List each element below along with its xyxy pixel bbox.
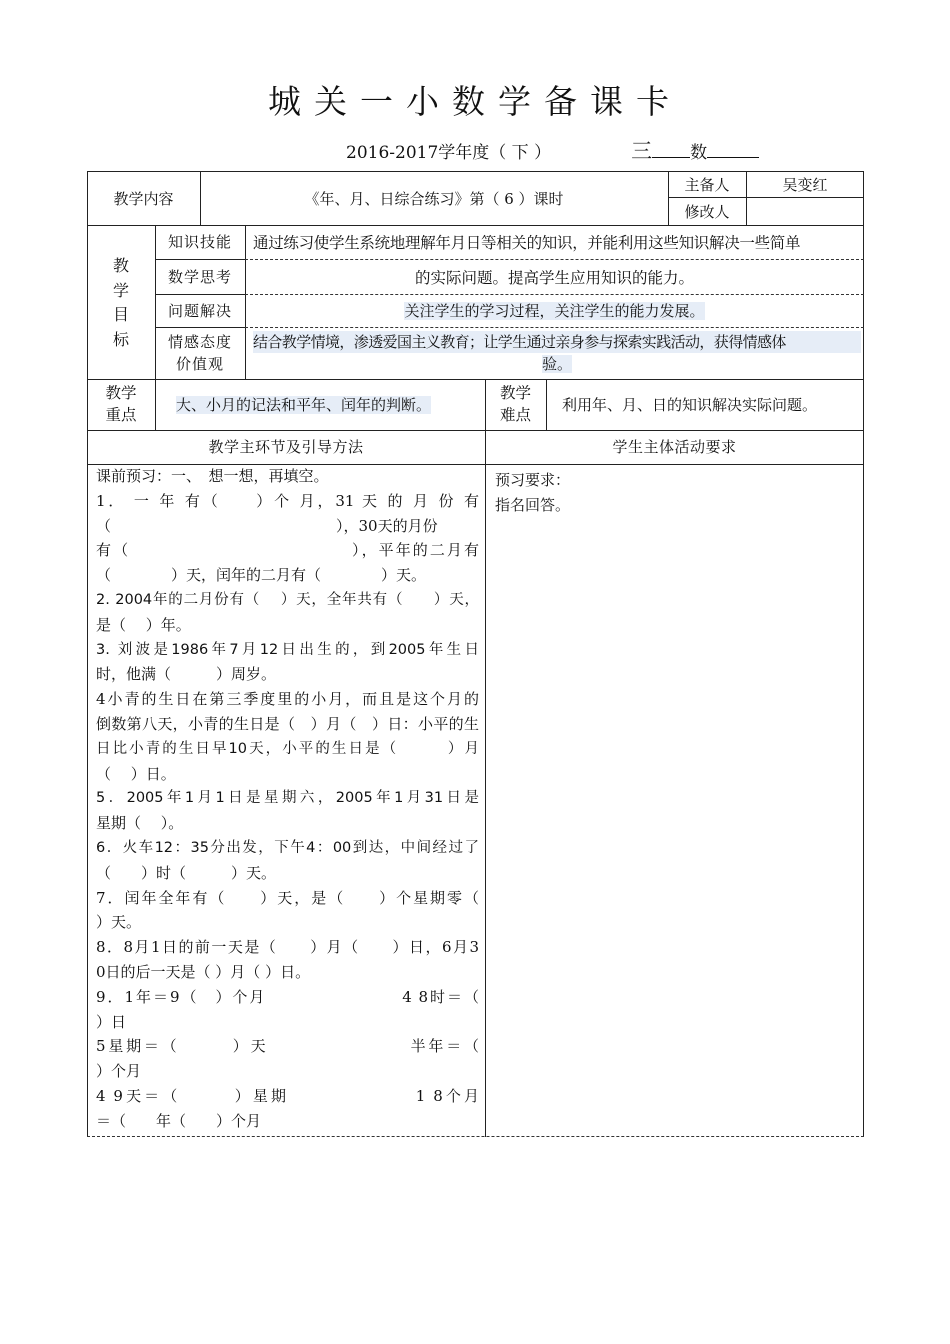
school-year: 2016-2017学年度（ 下 ） xyxy=(346,143,552,163)
requirement-line: 预习要求： xyxy=(495,471,571,489)
goal-thinking-label: 数学思考 xyxy=(167,268,232,286)
exercise-line: 6．火车12：35分出发，下午4：00到达，中间经过了 xyxy=(96,839,479,856)
exercise-line: ＝（ 年（ ）个月 xyxy=(96,1111,262,1130)
goal-problem-label: 问题解决 xyxy=(167,302,232,320)
exercise-line: 5星期＝（ ）天 半年＝（ xyxy=(96,1037,479,1056)
exercise-line: ）个月 xyxy=(96,1062,142,1081)
exercise-line: （ ）日。 xyxy=(96,764,176,783)
exercise-line: 4小青的生日在第三季度里的小月，而且是这个月的 xyxy=(96,690,479,709)
exercise-line: 2. 2004年的二月份有（ ）天，全年共有（ ）天， xyxy=(96,591,479,608)
difficulty-text: 利用年、月、日的知识解决实际问题。 xyxy=(562,396,818,414)
exercise-line: 1． 一 年 有（ ）个 月，31 天 的 月 份 有 xyxy=(96,491,479,510)
right-column-header: 学生主体活动要求 xyxy=(612,438,737,456)
exercise-line: 是（ ）年。 xyxy=(96,615,191,634)
table-bottom-dashed xyxy=(87,1136,864,1137)
grade-blank[interactable] xyxy=(652,141,690,158)
exercise-line: 日比小青的生日早10天，小平的生日是（ ）月 xyxy=(96,740,479,757)
difficulty-label: 教学 难点 xyxy=(499,384,531,424)
goal-emotion-label: 情感态度 价值观 xyxy=(167,333,232,373)
exercise-line: 3. 刘波是1986年7月12日出生的，到2005年生日 xyxy=(96,641,479,658)
lesson-title: 《年、月、日综合练习》第（ 6 ）课时 xyxy=(304,190,564,208)
exercise-line: （ ）天，闰年的二月有（ ）天。 xyxy=(96,566,427,585)
exercise-line: （ ）时（ ）天。 xyxy=(96,863,277,882)
exercise-line: 9．1年＝9（ ）个月 4 8时＝（ xyxy=(96,987,479,1006)
left-column-header: 教学主环节及引导方法 xyxy=(208,438,364,456)
subject-value: 数 xyxy=(690,143,708,163)
exercise-line: 5．2005年1月1日是星期六，2005年1月31日是 xyxy=(96,790,479,807)
preparer-name: 吴变红 xyxy=(782,176,828,194)
goal-problem-text: 关注学生的学习过程，关注学生的能力发展。 xyxy=(404,302,705,320)
page-title: 城关一小数学备课卡 xyxy=(268,82,682,121)
student-requirements xyxy=(495,468,570,518)
goals-label: 教 学 目 标 xyxy=(112,256,129,349)
exercise-line: 倒数第八天，小青的生日是（ ）月（ ）日：小平的生 xyxy=(96,714,479,733)
exercise-line: 星期（ ）。 xyxy=(96,814,184,833)
key-text: 大、小月的记法和平年、闰年的判断。 xyxy=(176,396,432,414)
key-label: 教学 重点 xyxy=(105,384,137,424)
goal-knowledge-text-cont: 的实际问题。提高学生应用知识的能力。 xyxy=(414,269,694,287)
year-line xyxy=(346,135,759,165)
grade-value: 三 xyxy=(631,139,653,163)
exercise-line: 7．闰年全年有（ ）天，是（ ）个星期零（ xyxy=(96,888,479,907)
goal-knowledge-text: 通过练习使学生系统地理解年月日等相关的知识，并能利用这些知识解决一些简单 xyxy=(253,234,801,252)
goal-knowledge-label: 知识技能 xyxy=(167,233,232,251)
exercise-line: ）天。 xyxy=(96,913,142,932)
preview-exercises xyxy=(96,464,479,1134)
exercise-line: 时，他满（ ）周岁。 xyxy=(96,665,277,684)
content-label: 教学内容 xyxy=(113,190,174,208)
exercise-line: 4 9天＝（ ）星期 1 8个月 xyxy=(96,1086,479,1105)
exercise-line: 0日的后一天是（ ）月（ ）日。 xyxy=(96,962,311,981)
exercise-line: 8．8月1日的前一天是（ ）月（ ）日，6月3 xyxy=(96,938,479,957)
exercise-line: （ ），30天的月份 xyxy=(96,516,438,535)
subject-blank[interactable] xyxy=(707,141,759,158)
editor-label: 修改人 xyxy=(684,203,730,221)
exercise-line: 有（ ），平年的二月有 xyxy=(96,541,479,560)
preview-intro: 课前预习：一、 想一想，再填空。 xyxy=(96,467,329,485)
preparer-label: 主备人 xyxy=(684,176,730,194)
requirement-line: 指名回答。 xyxy=(495,495,571,514)
goal-emotion-text: 结合教学情境，渗透爱国主义教育；让学生通过亲身参与探索实践活动，获得情感体 验。 xyxy=(253,331,861,375)
exercise-line: ）日 xyxy=(96,1012,127,1031)
